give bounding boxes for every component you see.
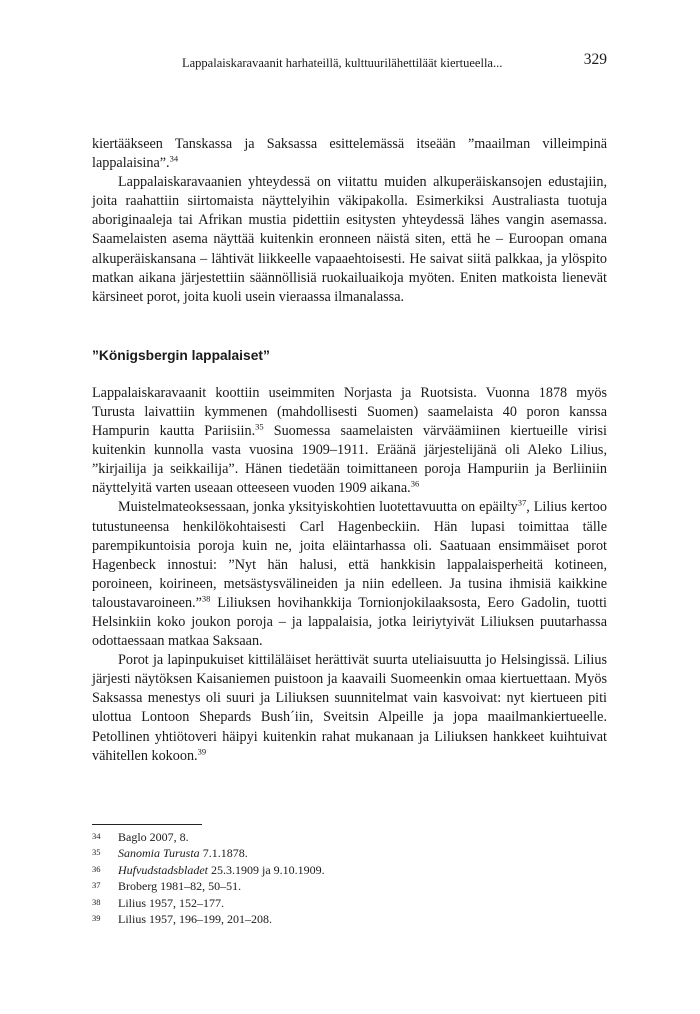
paragraph-1: kiertääkseen Tanskassa ja Saksassa esittelemässä itseään ”maailman villeimpinä lappalaisina”.$^{34}$ [92, 136, 607, 172]
body-text [92, 135, 607, 766]
footnote-ref-38: 38 [201, 593, 211, 604]
footnote: 39 Lilius 1957, 196–199, 201–208. [92, 912, 273, 927]
footnote-ref-36: 36 [410, 478, 420, 489]
paragraph-3: Lappalaiskaravaanit koottiin useimmiten Norjasta ja Ruotsista. Vuonna 1878 myös Turusta laivattiin kymmenen (mahdollisesti Suomen) saamelaista 40 poron kanssa Hampurin kautta Pariisiin.$^{35}$ Suomessa saamelaisten värväämiinen kiertueille virisi kuitenkin kunnolla vasta vuosina 1909–1911. Eräänä järjestelijänä oli Aleko Lilius, ”kirjailija ja seikkailija”. Hänen tiedetään toimittaneen poroja Hampuriin ja Berliiniin näyttelyitä varten useaan otteeseen vuoden 1909 aikana.$^{36}$ [92, 384, 607, 497]
footnote: 34 Baglo 2007, 8. [92, 830, 189, 844]
paragraph-2: Lappalaiskaravaanien yhteydessä on viitattu muiden alkuperäiskansojen edustajiin, joita raahattiin siirtomaista näyttelyihin väkipakolla. Esimerkiksi Australiasta tuotuja aboriginaaleja tai Afrikan mustia pidettiin esitysten yhteydessä lähes vangin asemassa. Saamelaisten asema näyttää kuitenkin eronneen näistä siten, että he – Euroopan omana alkuperäiskansana – lähtivät liikkeelle vapaaehtoisesti. He saivat siitä palkkaa, ja ylöspito matkan aikana järjestettiin säännöllisiä ruokailuaikoja myöten. Eniten matkoista lienevät kärsineet porot, joita kuoli usein vieraassa ilmanalassa. [92, 174, 607, 305]
footnotes [92, 829, 607, 927]
footnote: 38 Lilius 1957, 152–177. [92, 895, 225, 910]
section-heading: ”Königsbergin lappalaiset” [92, 347, 270, 363]
running-title: Lappalaiskaravaanit harhateillä, kulttuurilähettiläät kiertueella... [182, 56, 503, 70]
footnote: 35 Sanomia Turusta 7.1.1878. [92, 846, 248, 861]
footnote-ref-35: 35 [255, 421, 264, 432]
footnote: 36 Hufvudstadsbladet 25.3.1909 ja 9.10.1909. [92, 862, 325, 877]
paragraph-4: Muistelmateoksessaan, jonka yksityiskohtien luotettavuutta on epäilty$^{37}$, Lilius kertoo tutustuneensa henkilökohtaisesti Carl Hagenbeckiin. Hän lupasi toimittaa tälle parempikuntoisia poroja kuin ne, joita eläintarhassa oli. Saatuaan ensimmäiset porot Hagenbeck innostui: ”Nyt hän halusi, että hankkisin lappalaisperheitä kotineen, poroineen, koirineen, metsästysvälineiden ja niin edelleen. Ja tusina ihmisiä kaikkine taloustavaroineen.”$^{38}$ Liliuksen hovihankkija Tornionjokilaaksosta, Eero Gadolin, tuotti Helsinkiin koko joukon poroja – ja lappalaisia, jotka leiriytyivät Liliuksen puutarhassa odottaessaan matkaa Saksaan. [92, 497, 607, 650]
page-number: 329 [583, 51, 607, 68]
footnote-divider [92, 824, 202, 825]
footnote-ref-37: 37 [517, 497, 527, 508]
paragraph-5: Porot ja lapinpukuiset kittiläläiset herättivät suurta uteliaisuutta jo Helsingissä. Lilius järjesti näytöksen Kaisaniemen puistoon ja kaavaili Suomeenkin omaa kiertuettaan. Myös Saksassa menestys oli suuri ja Liliuksen suunnitelmat vain kasvoivat: nyt kiertueen piti ulottua Lontoon Shepards Bush´iin, Sveitsin Alpeille ja jopa maailmankiertueelle. Petollinen yhtiötoveri häipyi kuitenkin rahat mukanaan ja Liliuksen hankkeet kuihtuivat vähitellen kokoon.$^{39}$ [92, 652, 607, 764]
page-header [92, 50, 607, 74]
footnote-ref-39: 39 [197, 745, 207, 756]
footnote-ref-34: 34 [169, 153, 179, 164]
footnote: 37 Broberg 1981–82, 50–51. [92, 879, 242, 894]
